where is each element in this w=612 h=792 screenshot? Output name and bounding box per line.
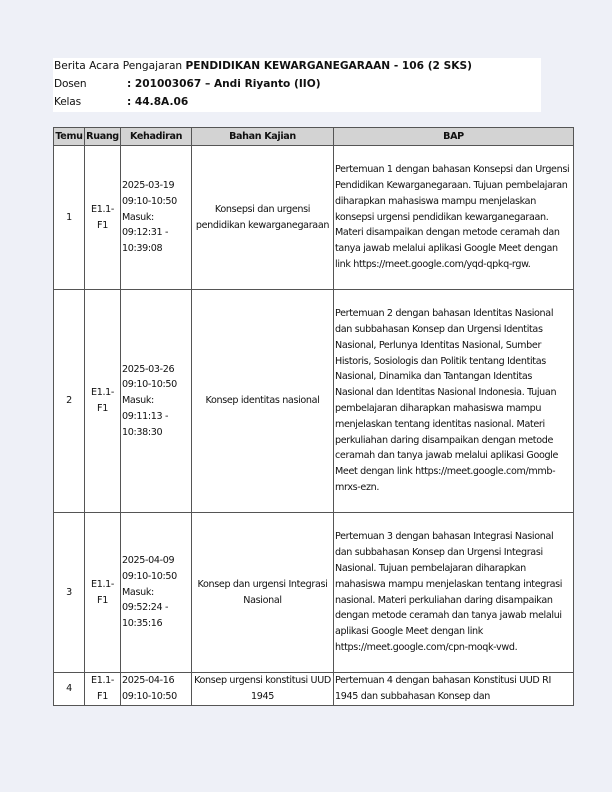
kehadiran-cell <box>121 513 192 673</box>
waktu-masuk: 09:52:24 - <box>122 602 169 614</box>
bap-table <box>53 127 574 706</box>
dosen-label: Dosen <box>54 78 87 90</box>
waktu-keluar: 10:35:16 <box>122 618 163 630</box>
tanggal: 2025-03-26 <box>122 363 175 375</box>
ruang-cell: E1.1-F1 <box>85 513 121 673</box>
tanggal: 2025-04-16 <box>122 675 175 687</box>
dosen-value: : 201003067 – Andi Riyanto (IIO) <box>127 78 321 90</box>
kelas-row <box>54 96 188 108</box>
table-row <box>54 673 574 706</box>
bap-cell: Pertemuan 4 dengan bahasan Konstitusi UUD RI 1945 dan subbahasan Konsep dan <box>334 673 574 706</box>
column-header-bap: BAP <box>334 128 574 146</box>
ruang-cell: E1.1-F1 <box>85 673 121 706</box>
masuk-label: Masuk: <box>122 211 154 223</box>
bahan-kajian-cell: Konsep identitas nasional <box>192 290 334 513</box>
bahan-kajian-cell: Konsep dan urgensi Integrasi Nasional <box>192 513 334 673</box>
column-header-bahan-kajian: Bahan Kajian <box>192 128 334 146</box>
jam: 09:10-10:50 <box>122 570 177 582</box>
tanggal: 2025-03-19 <box>122 180 175 191</box>
ruang-cell: E1.1-F1 <box>85 146 121 290</box>
jam: 09:10-10:50 <box>122 195 177 207</box>
temu-cell: 4 <box>54 673 85 706</box>
kelas-value: : 44.8A.06 <box>127 96 189 108</box>
table-header-row <box>54 128 574 146</box>
temu-cell: 3 <box>54 513 85 673</box>
temu-cell: 2 <box>54 290 85 513</box>
waktu-masuk: 09:12:31 - <box>122 227 169 239</box>
kehadiran-cell <box>121 290 192 513</box>
dosen-row <box>54 78 321 90</box>
column-header-ruang: Ruang <box>85 128 121 146</box>
temu-cell: 1 <box>54 146 85 290</box>
bahan-kajian-cell: Konsep urgensi konstitusi UUD 1945 <box>192 673 334 706</box>
masuk-label: Masuk: <box>122 586 154 598</box>
column-header-kehadiran: Kehadiran <box>121 128 192 146</box>
bahan-kajian-cell: Konsepsi dan urgensi pendidikan kewarganegaraan <box>192 146 334 290</box>
waktu-masuk: 09:11:13 - <box>122 410 169 422</box>
kehadiran-cell <box>121 146 192 290</box>
jam: 09:10-10:50 <box>122 691 177 702</box>
waktu-keluar: 10:38:30 <box>122 426 163 438</box>
waktu-keluar: 10:39:08 <box>122 243 163 255</box>
kehadiran-cell <box>121 673 192 706</box>
jam: 09:10-10:50 <box>122 379 177 391</box>
bap-cell: Pertemuan 3 dengan bahasan Integrasi Nasional dan subbahasan Konsep dan Urgensi Integrasi Nasional. Tujuan pembelajaran diharapkan mahasiswa mampu menjelaskan tentang integrasi nasional. Materi perkuliahan daring disampaikan dengan metode ceramah dan tanya jawab melalui aplikasi Google Meet dengan link https://meet.google.com/cpn-moqk-vwd. <box>334 513 574 673</box>
tanggal: 2025-04-09 <box>122 555 175 566</box>
table-row <box>54 146 574 290</box>
column-header-temu: Temu <box>54 128 85 146</box>
kelas-label: Kelas <box>54 96 81 108</box>
course-name: PENDIDIKAN KEWARGANEGARAAN - 106 (2 SKS) <box>185 60 472 72</box>
table-row <box>54 290 574 513</box>
bap-cell: Pertemuan 2 dengan bahasan Identitas Nasional dan subbahasan Konsep dan Urgensi Identitas Nasional, Perlunya Identitas Nasional, Sumber Historis, Sosiologis dan Politik tentang Identitas Nasional, Dinamika dan Tantangan Identitas Nasional dan Identitas Nasional Indonesia. Tujuan pembelajaran diharapkan mahasiswa mampu menjelaskan tentang identitas nasional. Materi perkuliahan daring disampaikan dengan metode ceramah dan tanya jawab melalui aplikasi Google Meet dengan link https://meet.google.com/mmb-mrxs-ezn. <box>334 290 574 513</box>
ruang-cell: E1.1-F1 <box>85 290 121 513</box>
document-title <box>54 60 472 72</box>
table-row <box>54 513 574 673</box>
title-prefix: Berita Acara Pengajaran <box>54 60 186 72</box>
document-header <box>53 58 541 112</box>
masuk-label: Masuk: <box>122 395 154 407</box>
bap-cell: Pertemuan 1 dengan bahasan Konsepsi dan Urgensi Pendidikan Kewarganegaraan. Tujuan pembelajaran diharapkan mahasiswa mampu menjelaskan konsepsi urgensi pendidikan kewarganegaraan. Materi disampaikan dengan metode ceramah dan tanya jawab melalui aplikasi Google Meet dengan link https://meet.google.com/yqd-qpkq-rgw. <box>334 146 574 290</box>
